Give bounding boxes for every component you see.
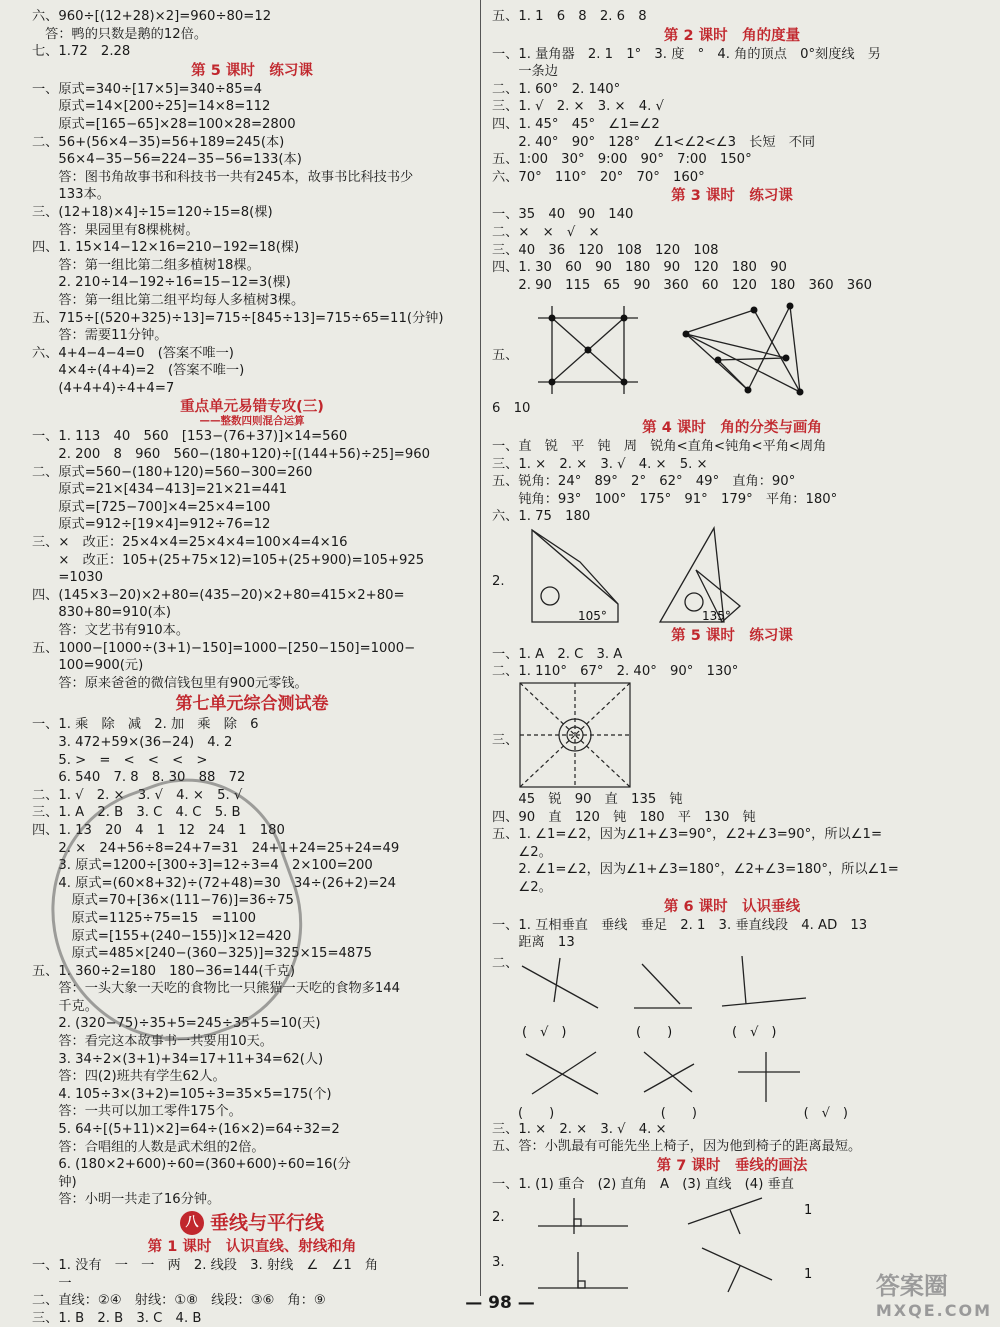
answer-line: 答：需要11分钟。: [32, 328, 168, 344]
perpendicular-marks-row2: [492, 1102, 848, 1121]
watermark-title: 答案圈: [875, 1272, 948, 1300]
lesson3-figure-row: [492, 300, 972, 400]
answer-line: 原式=[165−65]×28=100×28=2800: [32, 116, 296, 132]
answer-line: 四、1. 13 20 4 1 12 24 1 180: [32, 822, 285, 838]
left-column: [32, 8, 472, 1327]
mark-4: ( ): [518, 1105, 555, 1121]
angle-label-135: 135°: [702, 608, 731, 623]
lesson5-heading-right: 第 5 课时 练习课: [671, 627, 793, 644]
unit8-banner: [32, 1209, 472, 1237]
mark-2: ( ): [636, 1024, 673, 1040]
lesson5-heading: 第 5 课时 练习课: [191, 62, 313, 79]
answer-line: 三、(12+18)×4]÷15=120÷15=8(棵): [32, 204, 273, 220]
answer-line: 三、× 改正：25×4×4=25×4×4=100×4=4×16: [32, 535, 348, 551]
answer-line: 五、715÷[(520+325)÷13]=715÷[845÷13]=715÷65=11(分钟): [32, 310, 444, 326]
answer-line: ∠2。: [492, 880, 552, 896]
answer-line: 五、1:00 30° 9:00 90° 7:00 150°: [492, 152, 752, 168]
answer-line: 45 锐 90 直 135 钝: [492, 792, 683, 808]
answer-line: =1030: [32, 570, 103, 586]
watermark-domain: MXQE.COM: [875, 1301, 992, 1320]
answer-line: 一、1. 量角器 2. 1 1° 3. 度 ° 4. 角的顶点 0°刻度线 另: [492, 46, 881, 62]
answer-line: 4×4÷(4+4)=2 (答案不唯一): [32, 363, 245, 379]
answer-line: 2. (320−75)÷35+5=245÷35+5=10(天): [32, 1016, 321, 1032]
answer-line: 六、960÷[(12+28)×2]=960÷80=12: [32, 9, 272, 24]
answer-line: 三、1. √ 2. × 3. × 4. √: [492, 99, 664, 115]
figure-label: 2.: [492, 573, 505, 589]
answer-line: 一、1. (1) 重合 (2) 直角 A (3) 直线 (4) 垂直: [492, 1177, 794, 1192]
answer-line: 3. 原式=1200÷[300÷3]=12÷3=4 2×100=200: [32, 858, 373, 874]
review3-answers: [32, 428, 472, 692]
left-pre-block: [32, 8, 472, 61]
answer-line: 4. 原式=(60×8+32)÷(72+48)=30 34÷(26+2)=24: [32, 875, 397, 891]
answer-line: 3. 472+59×(36−24) 4. 2: [32, 734, 233, 750]
answer-line: 二、1. √ 2. × 3. √ 4. × 5. √: [32, 787, 243, 803]
answer-line: 2. 40° 90° 128° ∠1<∠2<∠3 长短 不同: [492, 134, 816, 150]
answer-line: 133本。: [32, 187, 110, 203]
answer-line: 四、(145×3−20)×2+80=(435−20)×2+80=415×2+80=: [32, 587, 405, 603]
answer-line: 钟): [32, 1174, 77, 1190]
answer-line: 原式=912÷[19×4]=912÷76=12: [32, 517, 271, 533]
angle-label-105: 105°: [578, 608, 607, 623]
lesson5-more-answers: [492, 791, 972, 897]
lesson2-heading: 第 2 课时 角的度量: [663, 27, 801, 44]
answer-line: 七、1.72 2.28: [32, 44, 131, 60]
answer-line: × 改正：105+(25+75×12)=105+(25+900)=105+925: [32, 552, 425, 568]
answer-line: 答：第一组比第二组平均每人多植树3棵。: [32, 292, 305, 308]
answer-line: 五、锐角：24° 89° 2° 62° 49° 直角：90°: [492, 474, 796, 490]
figure-label: 三、: [492, 733, 519, 749]
lesson3-count: 6 10: [492, 401, 531, 417]
answer-line: 原式=14×[200÷25]=14×8=112: [32, 99, 271, 115]
answer-line: 二、直线：②④ 射线：①⑧ 线段：③⑥ 角：⑨: [32, 1293, 326, 1309]
unit7-test-answers: [32, 716, 472, 1209]
answer-line: 答：图书角故事书和科技书一共有245本，故事书比科技书少: [32, 169, 414, 185]
answer-line: 答：果园里有8棵桃树。: [32, 222, 199, 238]
lesson4-heading: 第 4 课时 角的分类与画角: [642, 419, 822, 436]
mark-3: ( √ ): [732, 1024, 777, 1040]
folded-square-diagram: [518, 681, 638, 791]
answer-line: 6. 540 7. 8 8. 30 88 72: [32, 770, 246, 786]
answer-line: 四、90 直 120 钝 180 平 130 钝: [492, 809, 756, 825]
answer-line: 三、40 36 120 108 120 108: [492, 242, 719, 258]
answer-line: 三、1. × 2. × 3. √ 4. × 5. ×: [492, 456, 708, 472]
answer-line: 四、1. 30 60 90 180 90 120 180 90: [492, 260, 787, 276]
figure-label-3: 3.: [492, 1254, 505, 1270]
answer-line: 三、1. × 2. × 3. √ 4. ×: [492, 1121, 667, 1137]
lesson5-answers: [32, 81, 472, 398]
figure-label: 五、: [492, 348, 519, 364]
answer-line: 六、70° 110° 20° 70° 160°: [492, 169, 705, 185]
note-1b: 1: [804, 1266, 813, 1282]
answer-line: 千克。: [32, 998, 98, 1014]
answer-line: 五、1000−[1000÷(3+1)−150]=1000−[250−150]=1000−: [32, 640, 416, 656]
answer-line: 答：小明一共走了16分钟。: [32, 1192, 221, 1208]
answer-line: 一、1. 113 40 560 [153−(76+37)]×14=560: [32, 429, 348, 445]
unit8-title: 垂线与平行线: [209, 1212, 324, 1234]
lesson4-answers: [492, 438, 972, 526]
answer-line: 答：一共可以加工零件175个。: [32, 1104, 242, 1120]
lesson3-heading: 第 3 课时 练习课: [671, 188, 793, 205]
answer-line: 五、1. 360÷2=180 180−36=144(千克): [32, 963, 296, 979]
site-watermark: [876, 1266, 992, 1320]
lesson6-more-answers: [492, 1121, 972, 1156]
answer-line: 答：看完这本故事书一共要用10天。: [32, 1034, 273, 1050]
answer-line: 一、1. 互相垂直 垂线 垂足 2. 1 3. 垂直线段 4. AD 13: [492, 917, 868, 933]
answer-line: 原式=[725−700]×4=25×4=100: [32, 499, 271, 515]
answer-line: 五、答：小凯最有可能先坐上椅子，因为他到椅子的距离最短。: [492, 1139, 862, 1155]
answer-line: 一、原式=340÷[17×5]=340÷85=4: [32, 81, 263, 97]
review3-subheading: ——整数四则混合运算: [199, 415, 305, 428]
answer-line: 2. ∠1=∠2，因为∠1+∠3=180°，∠2+∠3=180°，所以∠1=: [492, 862, 899, 878]
right-column: [492, 8, 972, 1282]
lesson3-answers: [492, 206, 972, 294]
folded-square-figure: [492, 681, 972, 791]
perpendicular-figure: [492, 952, 972, 1102]
answer-line: 五、1. ∠1=∠2，因为∠1+∠3=90°，∠2+∠3=90°，所以∠1=: [492, 827, 882, 843]
answer-line: 二、1. 110° 67° 2. 40° 90° 130°: [492, 664, 739, 680]
answer-line: 一、直 锐 平 钝 周 锐角<直角<钝角<平角<周角: [492, 438, 827, 454]
answer-line: 四、1. 15×14−12×16=210−192=18(棵): [32, 240, 300, 256]
unit8-lesson1-heading: 第 1 课时 认识直线、射线和角: [147, 1239, 357, 1255]
lesson5-answers-right: [492, 646, 972, 681]
perpendicular-drawing-diagram: [518, 1194, 818, 1294]
answer-line: 830+80=910(本): [32, 605, 172, 621]
mark-6: ( √ ): [803, 1105, 848, 1121]
answer-line: 答：文艺书有910本。: [32, 623, 190, 638]
lesson7-answers: [492, 1176, 972, 1194]
answer-line: (4+4+4)÷4+4=7: [32, 380, 175, 396]
answer-line: 2. 210÷14−192÷16=15−12=3(棵): [32, 275, 291, 291]
answer-line: 三、1. B 2. B 3. C 4. B: [32, 1310, 202, 1326]
answer-line: 二、× × √ ×: [492, 224, 600, 240]
answer-line: 原式=[155+(240−155)]×12=420: [32, 928, 292, 944]
line-intersection-diagram: [518, 300, 918, 400]
review3-heading: 重点单元易错专攻(三): [180, 399, 324, 416]
answer-line: 答：四(2)班共有学生62人。: [32, 1069, 226, 1085]
answer-line: 一条边: [492, 64, 558, 80]
answer-line: 三、1. A 2. B 3. C 4. C 5. B: [32, 805, 241, 821]
triangle-ruler-figure: [492, 526, 972, 626]
unit7-test-heading: 第七单元综合测试卷: [175, 694, 329, 715]
answer-line: 100=900(元): [32, 658, 144, 674]
column-divider: [480, 0, 481, 1296]
answer-line: 4. 105÷3×(3+2)=105÷3=35×5=175(个): [32, 1086, 332, 1102]
mark-5: ( ): [660, 1105, 697, 1121]
answer-line: 2. × 24+56÷8=24+7=31 24+1+24=25+24=49: [32, 840, 400, 856]
answer-line: 答：第一组比第二组多植树18棵。: [32, 257, 260, 273]
answer-line: ∠2。: [492, 844, 552, 860]
lesson6-heading: 第 6 课时 认识垂线: [663, 898, 801, 915]
answer-line: 一、35 40 90 140: [492, 207, 634, 223]
figure-label: 二、: [492, 955, 519, 971]
answer-line: 2. 90 115 65 90 360 60 120 180 360 360: [492, 277, 872, 293]
answer-line: 一、1. 乘 除 减 2. 加 乘 除 6: [32, 717, 259, 733]
note-1a: 1: [804, 1202, 813, 1218]
lesson7-heading: 第 7 课时 垂线的画法: [656, 1158, 808, 1174]
answer-line: 一: [32, 1275, 72, 1291]
answer-line: 二、原式=560−(180+120)=560−300=260: [32, 464, 313, 480]
answer-line: 5. 64÷[(5+11)×2]=64÷(16×2)=64÷32=2: [32, 1122, 340, 1138]
answer-line: 答：原来爸爸的微信钱包里有900元零钱。: [32, 675, 308, 691]
perpendicular-diagram: [518, 952, 818, 1102]
answer-line: 原式=70+[36×(111−76)]=36÷75: [32, 893, 294, 909]
lesson6-answers: [492, 917, 972, 952]
lesson2-answers: [492, 46, 972, 187]
page-number: — 98 —: [465, 1293, 535, 1313]
answer-line: 距离 13: [492, 935, 575, 951]
answer-line: 答：一头大象一天吃的食物比一只熊猫一天吃的食物多144: [32, 981, 401, 997]
unit8-number-badge: 八: [180, 1211, 204, 1235]
right-pre-line: 五、1. 1 6 8 2. 6 8: [492, 9, 647, 24]
triangle-ruler-diagram: [518, 526, 778, 626]
answer-line: 3. 34÷2×(3+1)+34=17+11+34=62(人): [32, 1051, 324, 1067]
answer-line: 四、1. 45° 45° ∠1=∠2: [492, 116, 660, 132]
mark-1: ( √ ): [522, 1024, 567, 1040]
answer-line: 原式=485×[240−(360−325)]=325×15=4875: [32, 946, 373, 962]
answer-line: 答：合唱组的人数是武术组的2倍。: [32, 1139, 265, 1155]
answer-line: 六、1. 75 180: [492, 509, 591, 525]
answer-line: 一、1. 没有 一 一 两 2. 线段 3. 射线 ∠ ∠1 角: [32, 1258, 379, 1273]
answer-line: 2. 200 8 960 560−(180+120)÷[(144+56)÷25]=960: [32, 447, 431, 463]
answer-line: 二、1. 60° 2. 140°: [492, 81, 621, 97]
answer-line: 一、1. A 2. C 3. A: [492, 646, 623, 662]
answer-line: 原式=1125÷75=15 =1100: [32, 910, 257, 926]
answer-line: 5. > = < < < >: [32, 752, 208, 768]
answer-line: 二、56+(56×4−35)=56+189=245(本): [32, 134, 285, 150]
unit8-lesson1-answers: [32, 1257, 472, 1327]
answer-line: 钝角：93° 100° 175° 91° 179° 平角：180°: [492, 491, 838, 507]
answer-line: 答：鸭的只数是鹅的12倍。: [32, 26, 208, 42]
figure-label: 2.: [492, 1209, 505, 1225]
answer-line: 原式=21×[434−413]=21×21=441: [32, 482, 288, 498]
answer-line: 6. (180×2+600)÷60=(360+600)÷60=16(分: [32, 1157, 351, 1173]
answer-line: 六、4+4−4−4=0 (答案不唯一): [32, 345, 234, 361]
answer-line: 56×4−35−56=224−35−56=133(本): [32, 152, 302, 168]
